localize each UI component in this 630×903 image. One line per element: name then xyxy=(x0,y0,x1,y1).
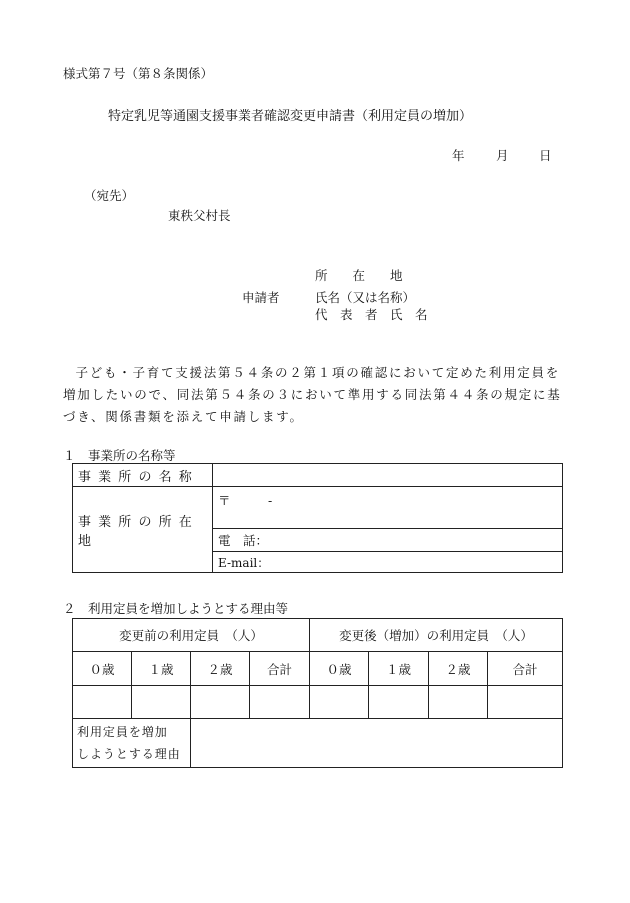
applicant-address-label: 所 在 地 xyxy=(315,268,403,283)
applicant-label: 申請者 xyxy=(242,290,280,305)
after-col-age2: ２歳 xyxy=(429,652,488,686)
after-col-age0: ０歳 xyxy=(310,652,369,686)
facility-info-table xyxy=(72,463,563,573)
date-day: 日 xyxy=(539,148,552,163)
date-month: 月 xyxy=(496,148,509,163)
before-capacity-header: 変更前の利用定員 （人） xyxy=(73,619,310,652)
after-age2-field[interactable] xyxy=(429,686,488,719)
after-col-age1: １歳 xyxy=(369,652,429,686)
before-col-age0: ０歳 xyxy=(73,652,132,686)
phone-field[interactable]: 電 話： xyxy=(213,529,563,552)
section1-heading: １ 事業所の名称等 xyxy=(63,448,176,463)
date-year: 年 xyxy=(452,148,465,163)
addressee-name: 東秩父村長 xyxy=(168,208,231,223)
before-age1-field[interactable] xyxy=(132,686,191,719)
after-age0-field[interactable] xyxy=(310,686,369,719)
body-paragraph: 子ども・子育て支援法第５４条の２第１項の確認において定めた利用定員を増加したいので、同法第５４条の３において準用する同法第４４条の規定に基づき、関係書類を添えて申請します。 xyxy=(63,365,562,424)
facility-location-label: 事業所の所在地 xyxy=(73,487,213,573)
addressee-label: （宛先） xyxy=(84,188,135,203)
section2-heading: ２ 利用定員を増加しようとする理由等 xyxy=(63,601,289,616)
before-col-age2: ２歳 xyxy=(191,652,250,686)
before-total-field[interactable] xyxy=(250,686,310,719)
after-capacity-header: 変更後（増加）の利用定員 （人） xyxy=(310,619,563,652)
after-total-field[interactable] xyxy=(488,686,563,719)
facility-name-field[interactable] xyxy=(213,464,563,487)
after-age1-field[interactable] xyxy=(369,686,429,719)
before-age0-field[interactable] xyxy=(73,686,132,719)
capacity-table xyxy=(72,618,563,768)
email-field[interactable]: E-mail： xyxy=(213,552,563,573)
postal-code-field[interactable]: 〒 - xyxy=(213,487,563,529)
facility-name-label: 事業所の名称 xyxy=(73,464,213,487)
document-title: 特定乳児等通園支援事業者確認変更申請書（利用定員の増加） xyxy=(108,109,473,124)
before-age2-field[interactable] xyxy=(191,686,250,719)
form-number: 様式第７号（第８条関係） xyxy=(63,66,214,81)
reason-label-line1: 利用定員を増加 xyxy=(77,725,168,739)
applicant-name-label: 氏名（又は名称） xyxy=(315,290,416,305)
before-col-age1: １歳 xyxy=(132,652,191,686)
before-col-total: 合計 xyxy=(250,652,310,686)
reason-field[interactable] xyxy=(191,719,563,768)
after-col-total: 合計 xyxy=(488,652,563,686)
applicant-representative-label: 代 表 者 氏 名 xyxy=(315,307,428,322)
reason-label xyxy=(73,719,191,768)
reason-label-line2: しようとする理由 xyxy=(77,747,181,761)
